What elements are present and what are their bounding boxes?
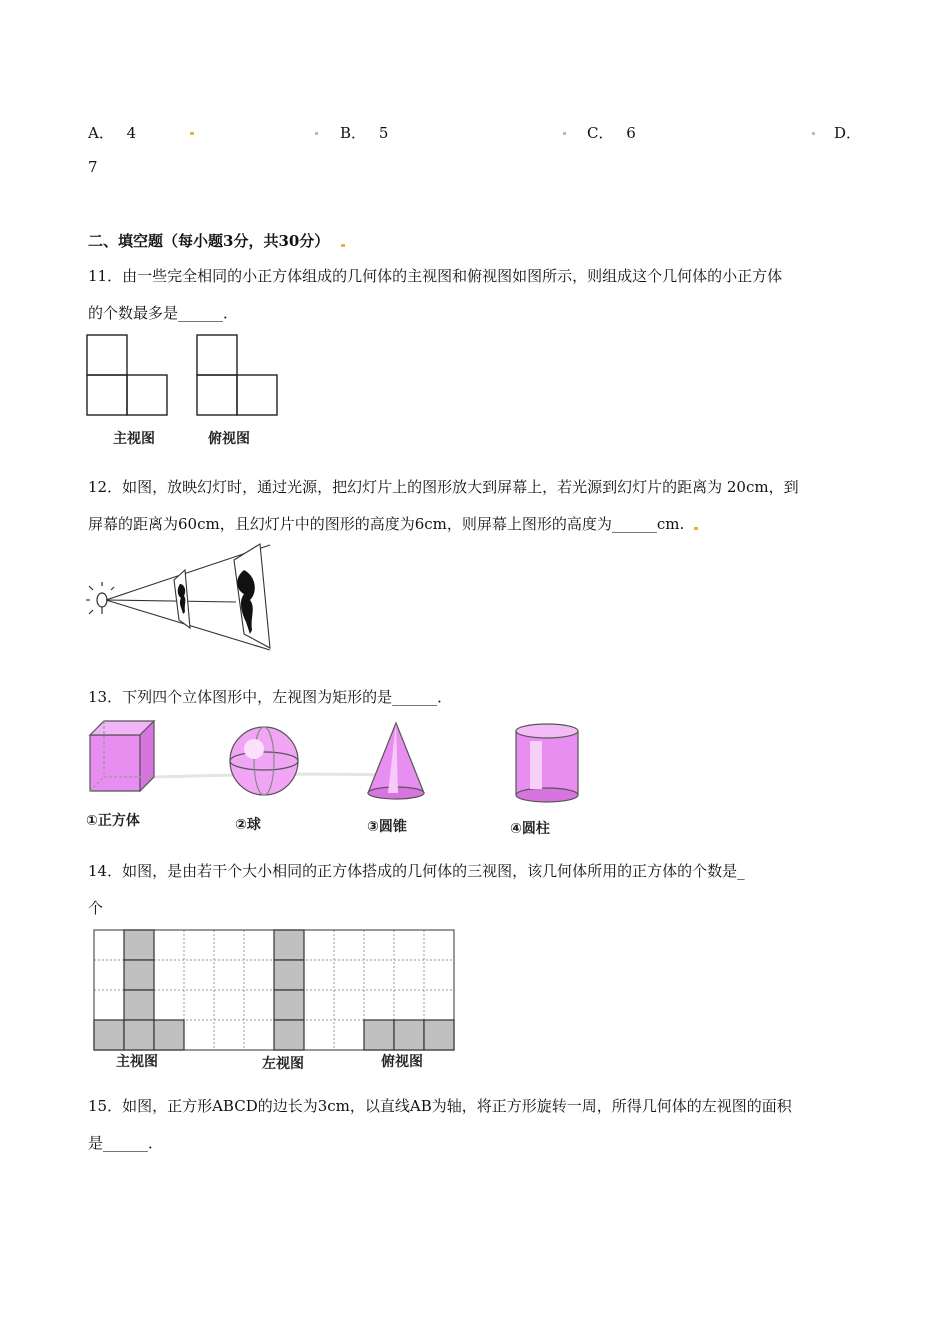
q11-top-view bbox=[197, 335, 277, 415]
q15-text-line1: 15．如图，正方形ABCD的边长为3cm，以直线AB为轴，将正方形旋转一周，所得几何体的左视图的面积 bbox=[88, 1097, 792, 1115]
q14-text-line1: 14．如图，是由若干个大小相同的正方体搭成的几何体的三视图，该几何体所用的正方体的个数是_ bbox=[88, 862, 745, 880]
option-d-value: 7 bbox=[88, 158, 98, 176]
q14-left-view bbox=[274, 930, 304, 1050]
cone-solid bbox=[368, 723, 424, 799]
mark-dot bbox=[812, 132, 815, 135]
q11-text-line2: 的个数最多是______． bbox=[88, 304, 239, 322]
q11-front-view bbox=[87, 335, 167, 415]
mark-dot bbox=[694, 527, 698, 530]
option-b-value: 5 bbox=[378, 124, 389, 142]
slide-panel bbox=[174, 570, 190, 628]
q14-caption-front: 主视图 bbox=[116, 1054, 158, 1070]
q12-text-line1: 12．如图，放映幻灯时，通过光源，把幻灯片上的图形放大到屏幕上，若光源到幻灯片的距离为 20cm，到 bbox=[88, 478, 799, 496]
q14-top-view bbox=[364, 1020, 454, 1050]
option-c bbox=[587, 122, 636, 143]
option-d-label: D． bbox=[834, 124, 862, 142]
mark-dot bbox=[190, 132, 194, 135]
q13-caption-cone: ③圆锥 bbox=[367, 819, 407, 835]
option-a-value: 4 bbox=[126, 124, 137, 142]
q14-three-views-figure bbox=[94, 930, 456, 1070]
mark-dot bbox=[315, 132, 318, 135]
option-d bbox=[834, 122, 861, 143]
screen-panel bbox=[234, 544, 270, 648]
q13-solids-figure bbox=[84, 715, 594, 830]
option-c-label: C． bbox=[587, 124, 614, 142]
option-c-value: 6 bbox=[626, 124, 636, 142]
q12-projector-figure bbox=[84, 542, 284, 657]
sphere-solid bbox=[230, 727, 298, 795]
q12-text-line2: 屏幕的距离为60cm，且幻灯片中的图形的高度为6cm，则屏幕上图形的高度为______cm. bbox=[88, 515, 685, 533]
option-b bbox=[340, 122, 388, 143]
cylinder-solid bbox=[516, 724, 578, 802]
mark-dot bbox=[341, 244, 345, 247]
q11-caption-front: 主视图 bbox=[113, 431, 155, 447]
q14-caption-top: 俯视图 bbox=[381, 1054, 423, 1070]
light-bulb-icon bbox=[86, 582, 114, 614]
q13-caption-cube: ①正方体 bbox=[86, 813, 140, 829]
option-b-label: B． bbox=[340, 124, 367, 142]
mark-dot bbox=[563, 132, 566, 135]
q14-text-line2: 个 bbox=[88, 899, 104, 917]
section-heading: 二、填空题（每小题3分，共30分） bbox=[88, 232, 330, 250]
option-a-label: A． bbox=[88, 124, 114, 142]
cube-solid bbox=[90, 721, 154, 791]
q14-caption-left: 左视图 bbox=[262, 1056, 304, 1072]
q11-text-line1: 11．由一些完全相同的小正方体组成的几何体的主视图和俯视图如图所示，则组成这个几何体的小正方体 bbox=[88, 267, 783, 285]
q15-text-line2: 是______． bbox=[88, 1134, 164, 1152]
q11-views-figure bbox=[86, 334, 286, 419]
q13-caption-sphere: ②球 bbox=[235, 817, 261, 833]
q11-caption-top: 俯视图 bbox=[208, 431, 250, 447]
q13-text-line1: 13．下列四个立体图形中，左视图为矩形的是______． bbox=[88, 688, 453, 706]
q13-caption-cylinder: ④圆柱 bbox=[510, 821, 550, 837]
option-a bbox=[88, 122, 136, 143]
